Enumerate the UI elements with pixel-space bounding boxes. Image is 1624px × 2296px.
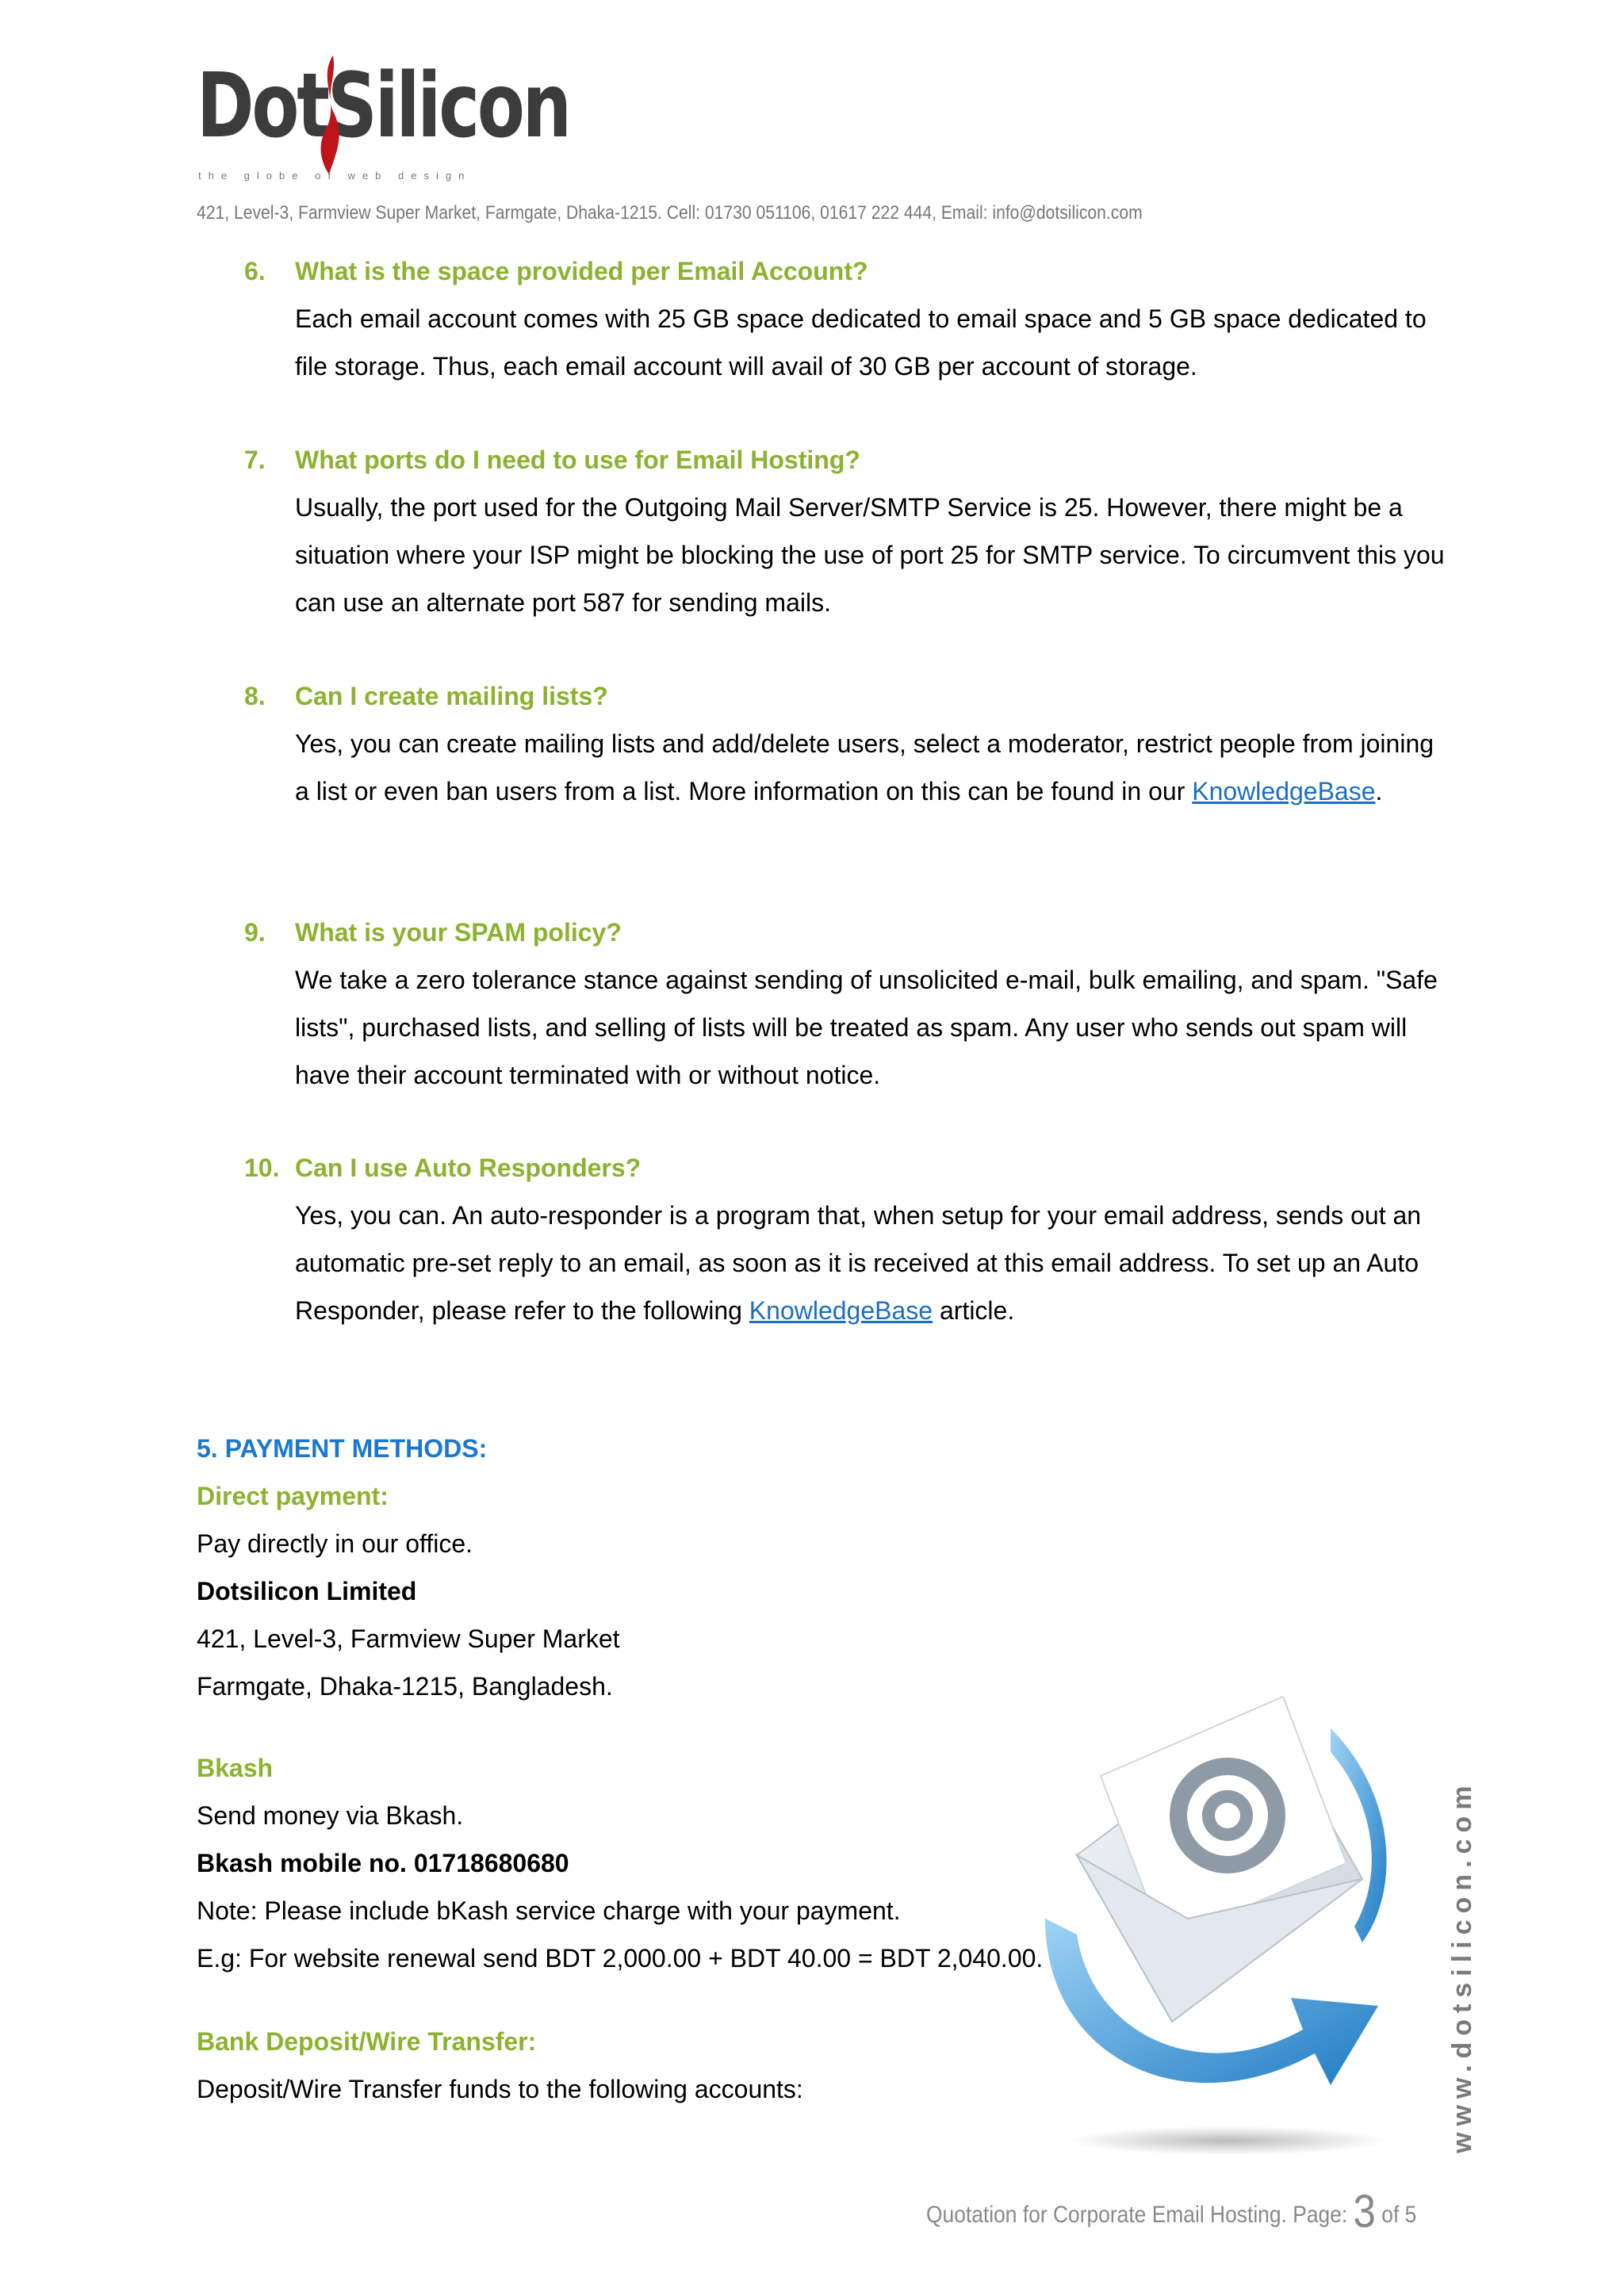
footer-text: Quotation for Corporate Email Hosting. Page:: [926, 2202, 1348, 2228]
faq-item-6: [244, 247, 1450, 390]
direct-payment-text: Pay directly in our office.: [197, 1529, 473, 1558]
logo-wordmark: DotSilicon: [197, 55, 569, 158]
company-address-line2: Farmgate, Dhaka-1215, Bangladesh.: [197, 1672, 613, 1701]
company-name: Dotsilicon Limited: [197, 1577, 417, 1605]
faq-item-8: [244, 672, 1450, 815]
payment-section: [197, 1425, 1346, 1710]
faq-question: What ports do I need to use for Email Hosting?: [295, 446, 860, 474]
faq-answer-text-end: .: [1375, 777, 1383, 806]
company-address-line1: 421, Level-3, Farmview Super Market: [197, 1624, 620, 1653]
knowledgebase-link[interactable]: KnowledgeBase: [1192, 777, 1376, 806]
logo-swoosh-icon: [309, 55, 349, 174]
bkash-mobile: Bkash mobile no. 01718680680: [197, 1849, 569, 1877]
bkash-text: Send money via Bkash.: [197, 1801, 464, 1830]
faq-number: 6.: [244, 257, 266, 285]
footer-page-total: of 5: [1381, 2202, 1417, 2228]
faq-item-10: [244, 1144, 1450, 1334]
faq-question: Can I use Auto Responders?: [295, 1154, 642, 1182]
faq-answer: [295, 720, 1450, 815]
knowledgebase-link[interactable]: KnowledgeBase: [749, 1296, 933, 1325]
email-envelope-icon: [1029, 1681, 1402, 2188]
faq-number: 7.: [244, 446, 266, 474]
faq-number: 9.: [244, 918, 266, 947]
bkash-note: Note: Please include bKash service charge with your payment.: [197, 1896, 901, 1925]
faq-answer-text: Yes, you can create mailing lists and add/delete users, select a moderator, restrict people from joining a list or even ban users from a list. More information on this can be found in our: [295, 729, 1434, 806]
faq-number: 8.: [244, 682, 266, 710]
faq-answer-text-end: article.: [939, 1296, 1015, 1325]
bank-title: Bank Deposit/Wire Transfer:: [197, 2027, 537, 2056]
faq-answer-text: Yes, you can. An auto-responder is a program that, when setup for your email address, sends out an automatic pre-set reply to an email, as soon as it is received at this email address. To set up an Auto Responder, please refer to the following: [295, 1201, 1422, 1325]
footer-page-number: 3: [1353, 2186, 1376, 2237]
faq-answer: We take a zero tolerance stance against sending of unsolicited e-mail, bulk emailing, and spam. "Safe lists", purchased lists, and selling of lists will be treated as spam. Any user who sends out spam will have their account terminated with or without notice.: [295, 966, 1438, 1089]
direct-payment-title: Direct payment:: [197, 1482, 389, 1510]
faq-question: What is your SPAM policy?: [295, 918, 622, 947]
faq-answer: Usually, the port used for the Outgoing Mail Server/SMTP Service is 25. However, there might be a situation where your ISP might be blocking the use of port 25 for SMTP service. To circumvent this you can use an alternate port 587 for sending mails.: [295, 493, 1445, 617]
side-website-url: www.dotsilicon.com: [1447, 1779, 1477, 2153]
page-footer: [926, 2185, 1416, 2238]
faq-item-9: [244, 909, 1450, 1099]
faq-item-7: [244, 436, 1450, 626]
faq-question: What is the space provided per Email Account?: [295, 257, 868, 285]
bkash-example: E.g: For website renewal send BDT 2,000.00 + BDT 40.00 = BDT 2,040.00.: [197, 1944, 1044, 1973]
faq-answer: [295, 1192, 1450, 1334]
faq-question: Can I create mailing lists?: [295, 682, 608, 710]
faq-number: 10.: [244, 1154, 280, 1182]
bank-text: Deposit/Wire Transfer funds to the following accounts:: [197, 2075, 803, 2103]
bkash-title: Bkash: [197, 1754, 274, 1782]
payment-heading: 5. PAYMENT METHODS:: [197, 1434, 488, 1463]
logo-tagline: the globe of web design: [198, 170, 472, 182]
faq-answer: Each email account comes with 25 GB space dedicated to email space and 5 GB space dedicated to file storage. Thus, each email account will avail of 30 GB per account of storage.: [295, 304, 1427, 381]
header-contact-line: 421, Level-3, Farmview Super Market, Farmgate, Dhaka-1215. Cell: 01730 051106, 01617 222 444, Email: info@dotsilicon.com: [197, 202, 1143, 224]
